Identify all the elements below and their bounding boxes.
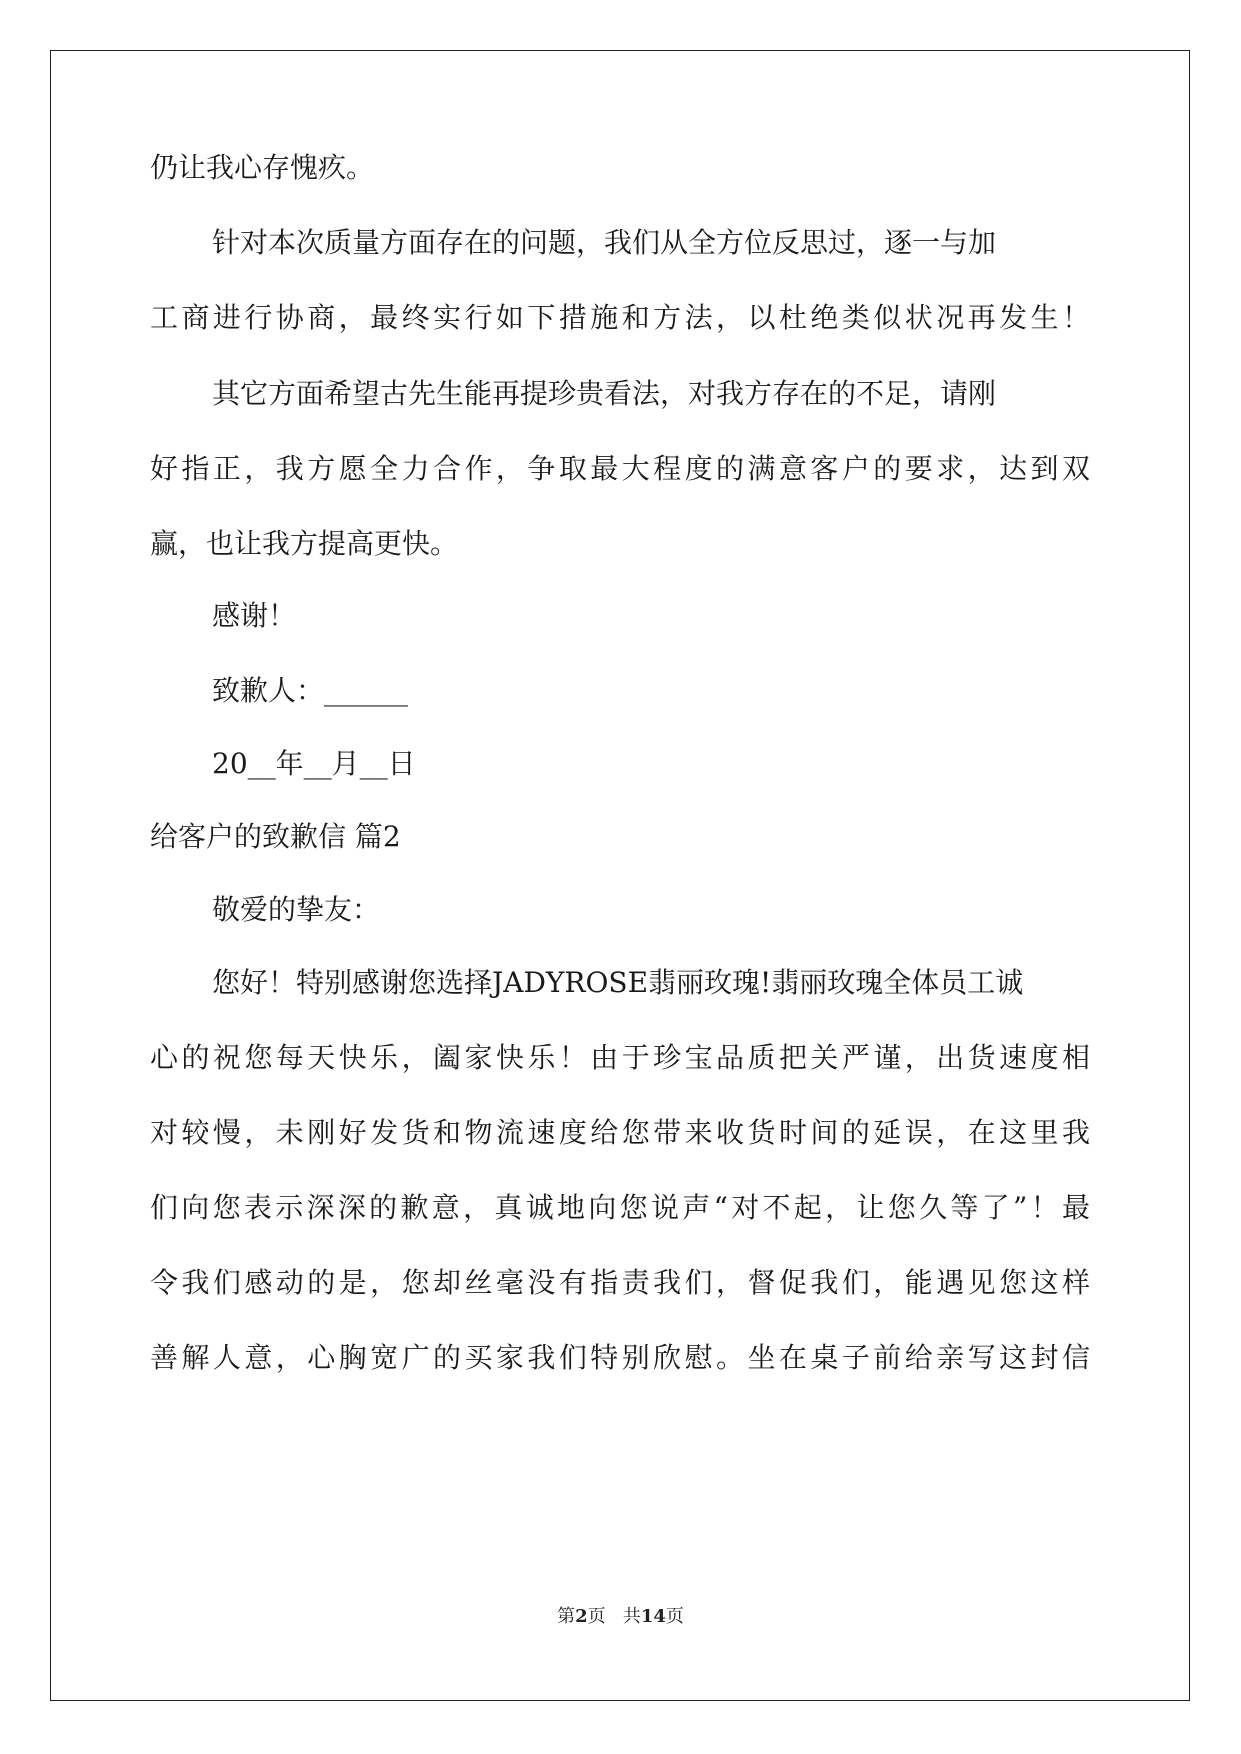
salutation: 敬爱的挚友： [212, 893, 381, 926]
footer-page-suffix: 页 [587, 1606, 606, 1627]
text-line: 仍让我心存愧疚。 [150, 151, 375, 184]
footer-total-prefix: 共 [622, 1606, 641, 1627]
text-line: 们向您表示深深的歉意，真诚地向您说声“对不起，让您久等了”！最 [150, 1191, 1090, 1224]
text-line: 工商进行协商，最终实行如下措施和方法，以杜绝类似状况再发生！ [150, 301, 1090, 334]
text-line: 令我们感动的是，您却丝毫没有指责我们，督促我们，能遇见您这样 [150, 1266, 1090, 1299]
page-footer [0, 1605, 1241, 1629]
section-heading: 给客户的致歉信 篇2 [150, 820, 401, 853]
text-line: 善解人意，心胸宽广的买家我们特别欣慰。坐在桌子前给亲写这封信 [150, 1341, 1090, 1374]
text-line: 感谢！ [212, 599, 297, 632]
text-line: 您好！特别感谢您选择JADYROSE翡丽玫瑰!翡丽玫瑰全体员工诚 [212, 966, 1024, 999]
text-line: 针对本次质量方面存在的问题，我们从全方位反思过，逐一与加 [212, 226, 997, 259]
footer-page-number: 2 [575, 1606, 588, 1627]
text-line: 心的祝您每天快乐，阖家快乐！由于珍宝品质把关严谨，出货速度相 [150, 1041, 1090, 1074]
footer-prefix: 第 [557, 1606, 576, 1627]
footer-total-pages: 14 [640, 1606, 666, 1627]
text-line: 好指正，我方愿全力合作，争取最大程度的满意客户的要求，达到双 [150, 452, 1090, 485]
text-line: 对较慢，未刚好发货和物流速度给您带来收货时间的延误，在这里我 [150, 1116, 1090, 1149]
text-line: 其它方面希望古先生能再提珍贵看法，对我方存在的不足，请刚 [212, 377, 997, 410]
date-line: 20__年__月__日 [212, 747, 416, 780]
signature-line: 致歉人：______ [212, 674, 409, 707]
text-line: 赢，也让我方提高更快。 [150, 527, 459, 560]
footer-total-suffix: 页 [665, 1606, 684, 1627]
